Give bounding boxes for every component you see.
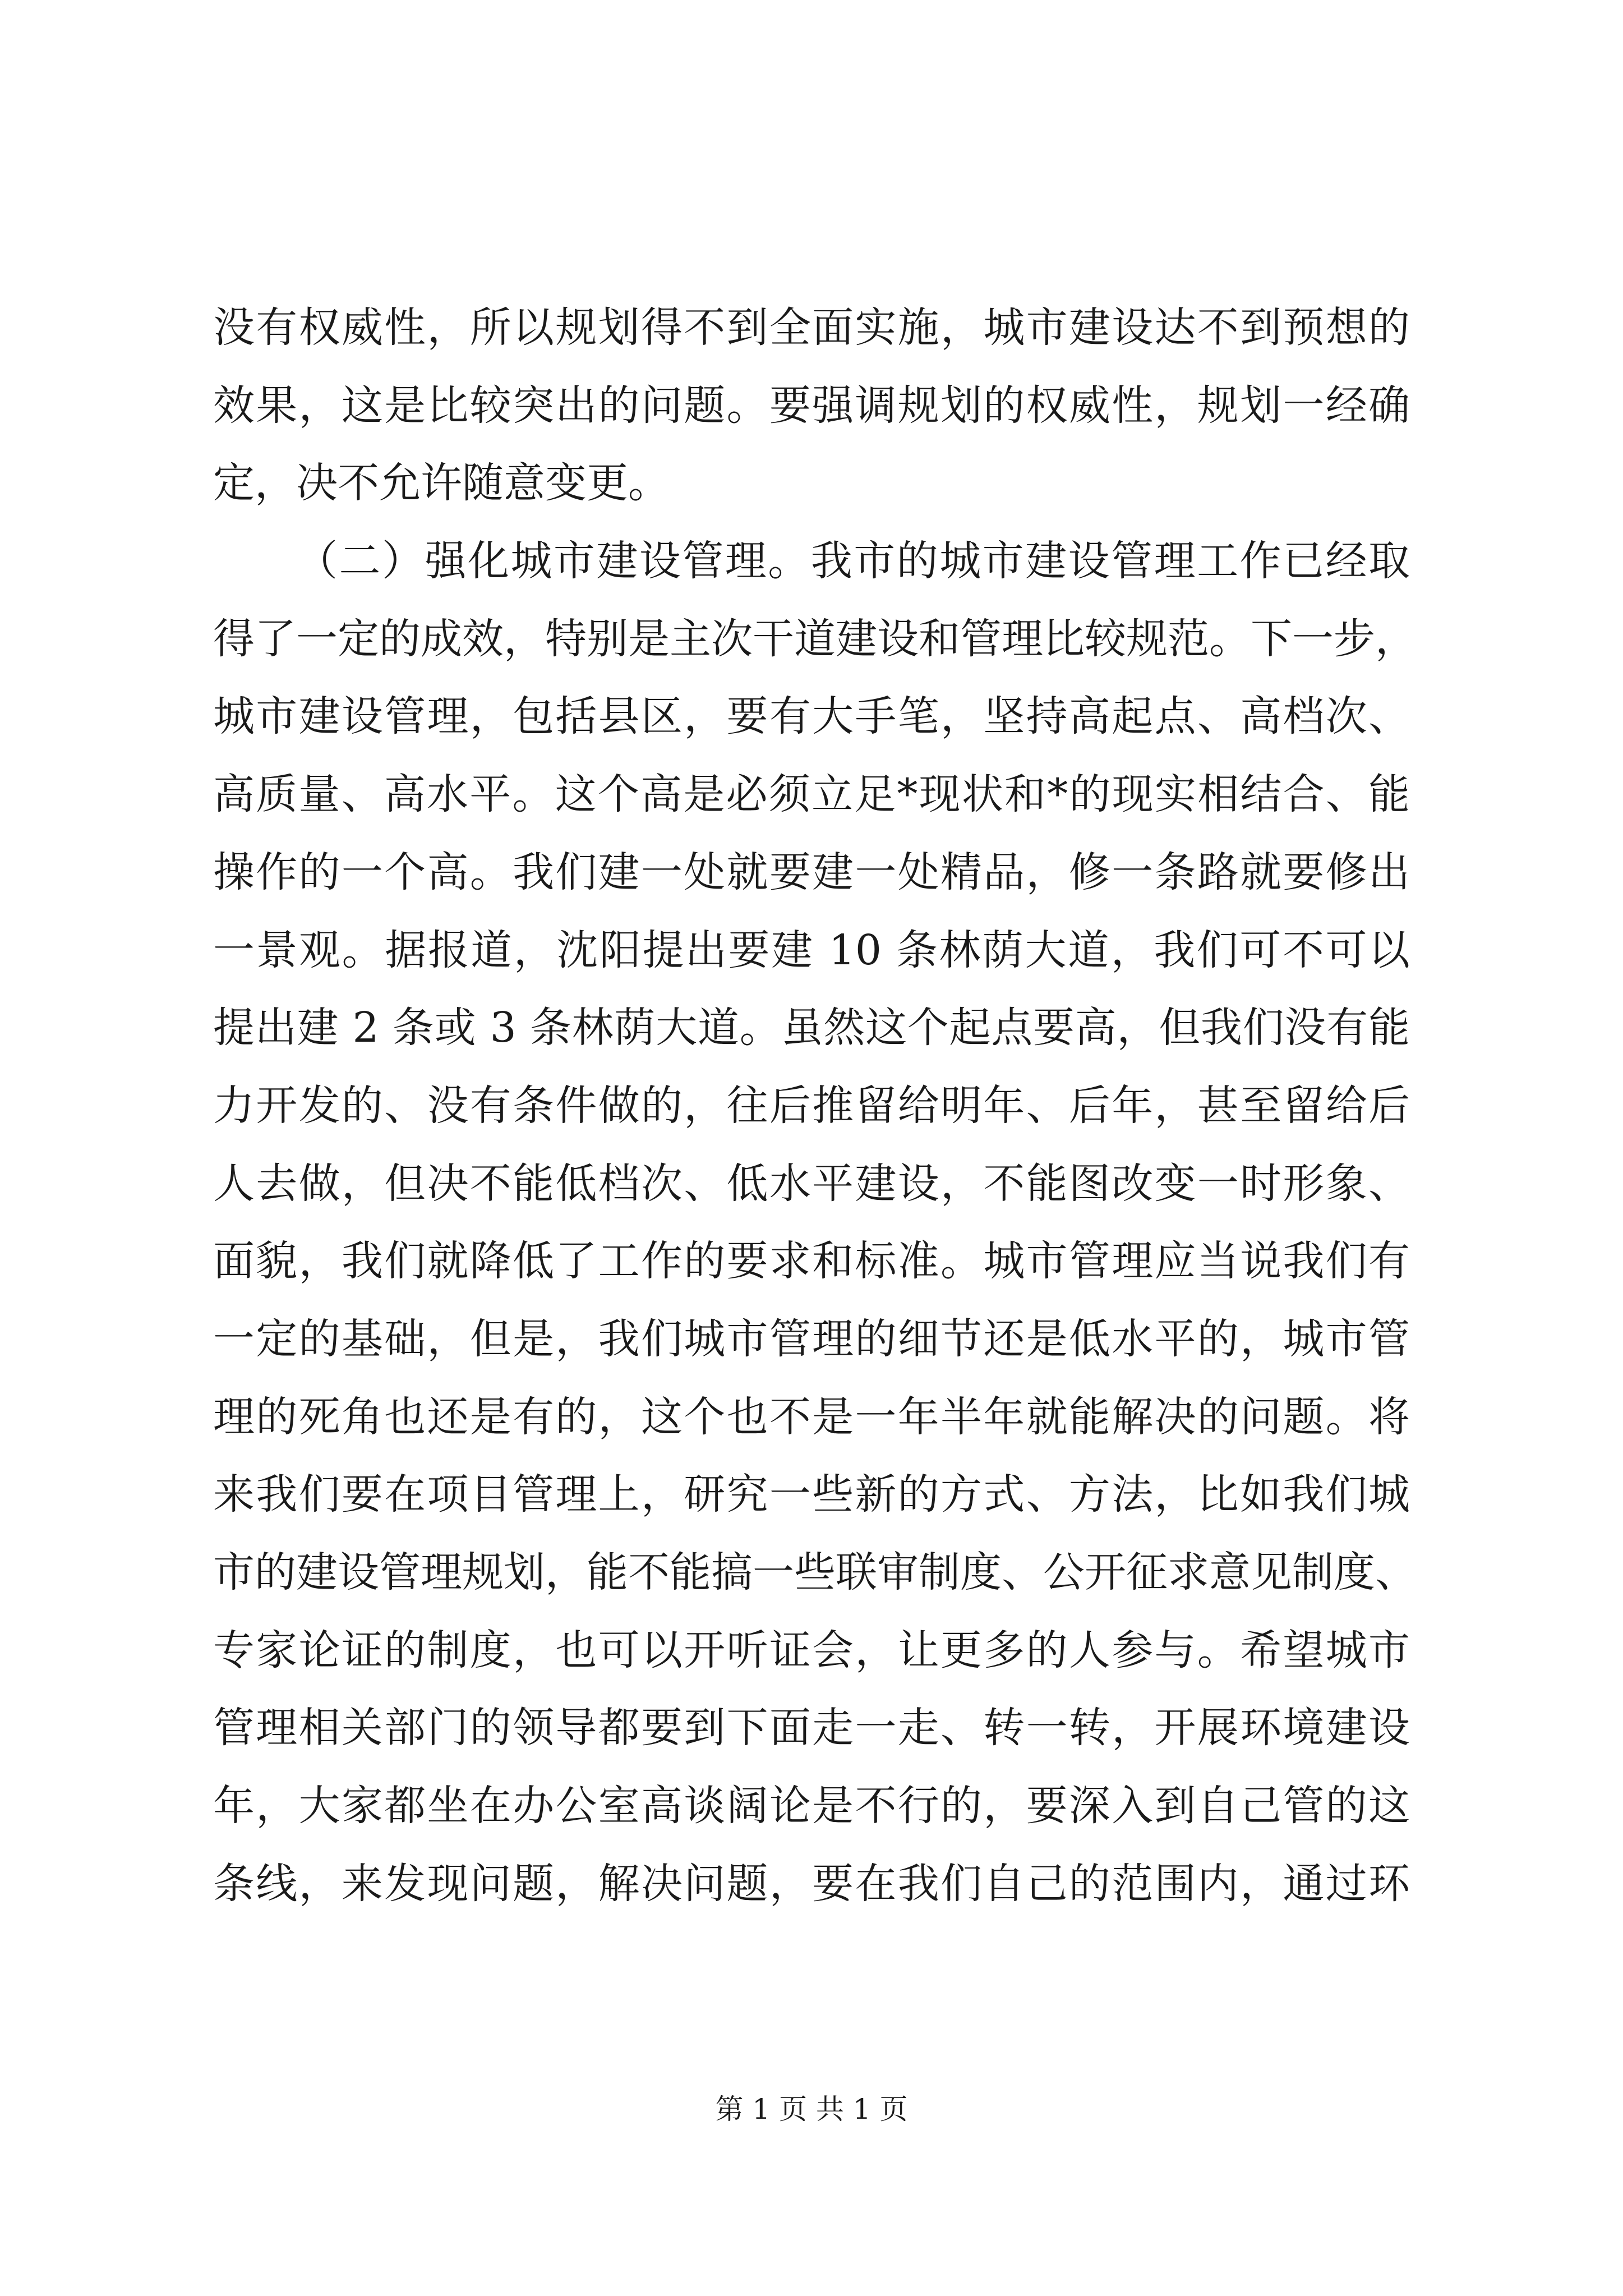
text-line: 理的死角也还是有的，这个也不是一年半年就能解决的问题。将: [213, 1392, 1410, 1441]
text-line: 一景观。据报道，沈阳提出要建 10 条林荫大道，我们可不可以: [213, 926, 1410, 974]
text-line: 定，决不允许随意变更。: [213, 459, 670, 508]
text-line: 高质量、高水平。这个高是必须立足*现状和*的现实相结合、能: [213, 770, 1410, 819]
text-line: 操作的一个高。我们建一处就要建一处精品，修一条路就要修出: [213, 848, 1410, 896]
page-number: 第 1 页 共 1 页: [715, 2093, 908, 2125]
text-line: 条线，来发现问题，解决问题，要在我们自己的范围内，通过环: [213, 1859, 1410, 1908]
text-line: 得了一定的成效，特别是主次干道建设和管理比较规范。下一步，: [213, 614, 1417, 663]
text-line: [213, 2000, 1410, 2078]
page-footer: [0, 2090, 1623, 2129]
text-line: 管理相关部门的领导都要到下面走一走、转一转，开展环境建设: [213, 1704, 1410, 1752]
text-line: 城市建设管理，包括县区，要有大手笔，坚持高起点、高档次、: [213, 692, 1410, 741]
text-line: 力开发的、没有条件做的，往后推留给明年、后年，甚至留给后: [213, 1081, 1410, 1130]
text-line: 人去做，但决不能低档次、低水平建设，不能图改变一时形象、: [213, 1159, 1410, 1208]
text-line: 来我们要在项目管理上，研究一些新的方式、方法，比如我们城: [213, 1470, 1410, 1519]
text-line: [213, 1922, 1410, 2000]
paragraph-2: [213, 522, 1417, 2078]
text-line: 市的建设管理规划，能不能搞一些联审制度、公开征求意见制度、: [213, 1548, 1417, 1596]
section-heading-line: （二）强化城市建设管理。我市的城市建设管理工作已经取: [296, 537, 1410, 586]
text-line: 一定的基础，但是，我们城市管理的细节还是低水平的，城市管: [213, 1314, 1410, 1363]
text-line: 提出建 2 条或 3 条林荫大道。虽然这个起点要高，但我们没有能: [213, 1004, 1410, 1052]
text-line: 年，大家都坐在办公室高谈阔论是不行的，要深入到自己管的这: [213, 1782, 1410, 1830]
text-line: 面貌，我们就降低了工作的要求和标准。城市管理应当说我们有: [213, 1237, 1410, 1286]
document-body: [213, 289, 1417, 2078]
text-line: 专家论证的制度，也可以开听证会，让更多的人参与。希望城市: [213, 1626, 1410, 1674]
text-line: 没有权威性，所以规划得不到全面实施，城市建设达不到预想的: [213, 303, 1410, 352]
text-line: 效果，这是比较突出的问题。要强调规划的权威性，规划一经确: [213, 381, 1410, 430]
paragraph-1: [213, 289, 1410, 522]
